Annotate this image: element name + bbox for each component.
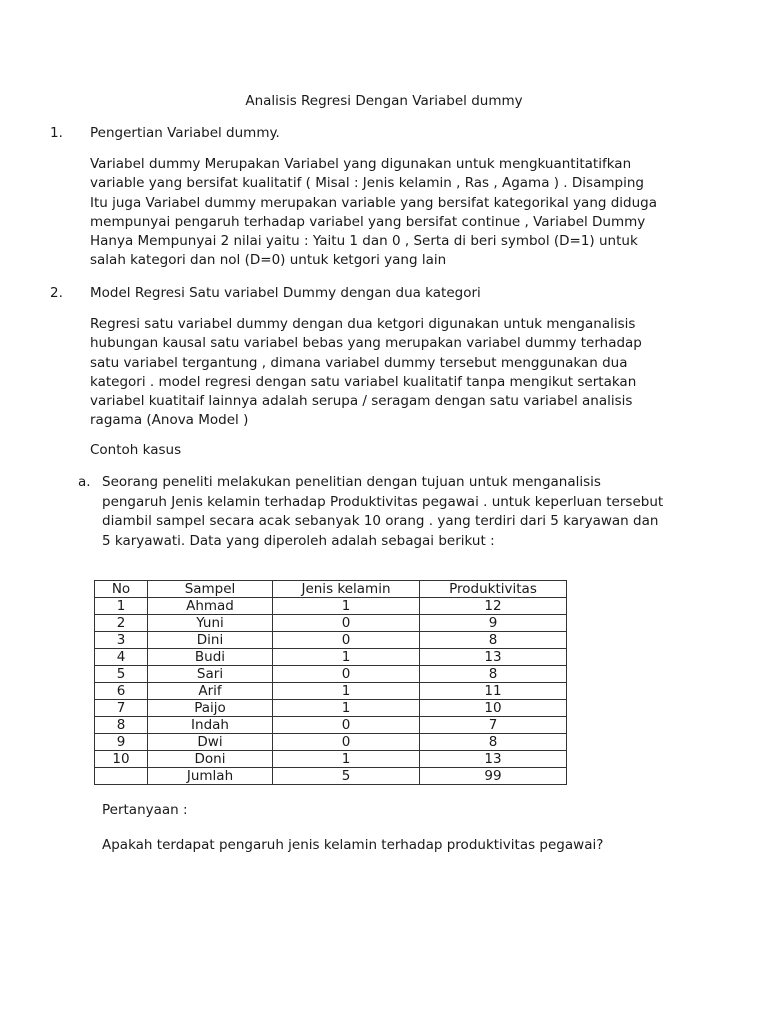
paragraph-line: satu variabel tergantung , dimana variabel dummy tersebut menggunakan dua [90,354,628,371]
cell-jenis-kelamin: 1 [273,700,420,717]
paragraph-line: hubungan kausal satu variabel bebas yang merupakan variabel dummy terhadap [90,335,642,352]
cell-jenis-kelamin: 1 [273,683,420,700]
table-row [95,666,567,683]
cell-produktivitas: 10 [420,700,567,717]
cell-produktivitas: 9 [420,615,567,632]
table-row [95,615,567,632]
cell-jenis-kelamin: 1 [273,751,420,768]
cell-sampel: Ahmad [148,598,273,615]
cell-produktivitas: 8 [420,666,567,683]
cell-sampel: Dini [148,632,273,649]
paragraph-line: Hanya Mempunyai 2 nilai yaitu : Yaitu 1 dan 0 , Serta di beri symbol (D=1) untuk [90,233,638,250]
cell-no: 1 [95,598,148,615]
pertanyaan-label: Pertanyaan : [102,802,188,818]
item-a-paragraph [102,473,702,551]
header-jenis-kelamin: Jenis kelamin [273,581,420,598]
table-row [95,683,567,700]
cell-jenis-kelamin: 1 [273,598,420,615]
cell-no: 7 [95,700,148,717]
data-table [94,580,567,785]
cell-no: 6 [95,683,148,700]
table-total-row [95,768,567,785]
cell-no [95,768,148,785]
cell-no: 8 [95,717,148,734]
paragraph-line: mempunyai pengaruh terhadap variabel yang bersifat continue , Variabel Dummy [90,213,646,230]
paragraph-line: variabel kuatitaif lainnya adalah serupa / seragam dengan satu variabel analisis [90,393,633,410]
section-2-paragraph [90,315,690,431]
cell-sampel: Paijo [148,700,273,717]
cell-sampel: Arif [148,683,273,700]
paragraph-line: 5 karyawati. Data yang diperoleh adalah sebagai berikut : [102,532,495,549]
section-2-number: 2. [50,285,63,301]
cell-no: 5 [95,666,148,683]
cell-sampel: Sari [148,666,273,683]
table-row [95,700,567,717]
table-row [95,751,567,768]
section-1-paragraph [90,155,690,271]
table-row [95,649,567,666]
paragraph-line: Seorang peneliti melakukan penelitian dengan tujuan untuk menganalisis [102,474,601,490]
item-a-marker: a. [78,474,91,490]
paragraph-line: salah kategori dan nol (D=0) untuk ketgori yang lain [90,252,447,269]
cell-total-jenis-kelamin: 5 [273,768,420,785]
paragraph-line: diambil sampel secara acak sebanyak 10 orang . yang terdiri dari 5 karyawan dan [102,513,659,529]
cell-sampel: Budi [148,649,273,666]
cell-produktivitas: 8 [420,632,567,649]
table-row [95,717,567,734]
pertanyaan-text: Apakah terdapat pengaruh jenis kelamin terhadap produktivitas pegawai? [102,837,604,853]
table-row [95,734,567,751]
header-sampel: Sampel [148,581,273,598]
cell-total-label: Jumlah [148,768,273,785]
cell-produktivitas: 13 [420,751,567,768]
table-row [95,632,567,649]
contoh-kasus-label: Contoh kasus [90,442,182,458]
paragraph-line: pengaruh Jenis kelamin terhadap Produktivitas pegawai . untuk keperluan tersebut [102,493,664,510]
cell-produktivitas: 8 [420,734,567,751]
cell-jenis-kelamin: 0 [273,734,420,751]
cell-produktivitas: 13 [420,649,567,666]
header-produktivitas: Produktivitas [420,581,567,598]
paragraph-line: kategori . model regresi dengan satu variabel kualitatif tanpa mengikut sertakan [90,373,637,390]
cell-jenis-kelamin: 0 [273,666,420,683]
cell-produktivitas: 7 [420,717,567,734]
cell-jenis-kelamin: 0 [273,615,420,632]
cell-jenis-kelamin: 0 [273,632,420,649]
cell-no: 2 [95,615,148,632]
cell-sampel: Doni [148,751,273,768]
cell-jenis-kelamin: 1 [273,649,420,666]
section-1-number: 1. [50,125,63,141]
paragraph-line: ragama (Anova Model ) [90,412,249,429]
paragraph-line: Itu juga Variabel dummy merupakan variable yang bersifat kategorikal yang diduga [90,194,658,211]
cell-produktivitas: 11 [420,683,567,700]
table-header-row [95,581,567,598]
cell-sampel: Yuni [148,615,273,632]
cell-jenis-kelamin: 0 [273,717,420,734]
cell-sampel: Indah [148,717,273,734]
header-no: No [95,581,148,598]
cell-no: 3 [95,632,148,649]
cell-total-produktivitas: 99 [420,768,567,785]
cell-sampel: Dwi [148,734,273,751]
cell-no: 10 [95,751,148,768]
document-title: Analisis Regresi Dengan Variabel dummy [245,93,523,109]
paragraph-line: Regresi satu variabel dummy dengan dua ketgori digunakan untuk menganalisis [90,316,636,332]
cell-no: 9 [95,734,148,751]
section-1-heading: Pengertian Variabel dummy. [90,125,280,141]
cell-no: 4 [95,649,148,666]
paragraph-line: variable yang bersifat kualitatif ( Misal : Jenis kelamin , Ras , Agama ) . Disamping [90,175,644,192]
table-row [95,598,567,615]
section-2-heading: Model Regresi Satu variabel Dummy dengan dua kategori [90,285,481,301]
paragraph-line: Variabel dummy Merupakan Variabel yang digunakan untuk mengkuantitatifkan [90,156,632,172]
cell-produktivitas: 12 [420,598,567,615]
